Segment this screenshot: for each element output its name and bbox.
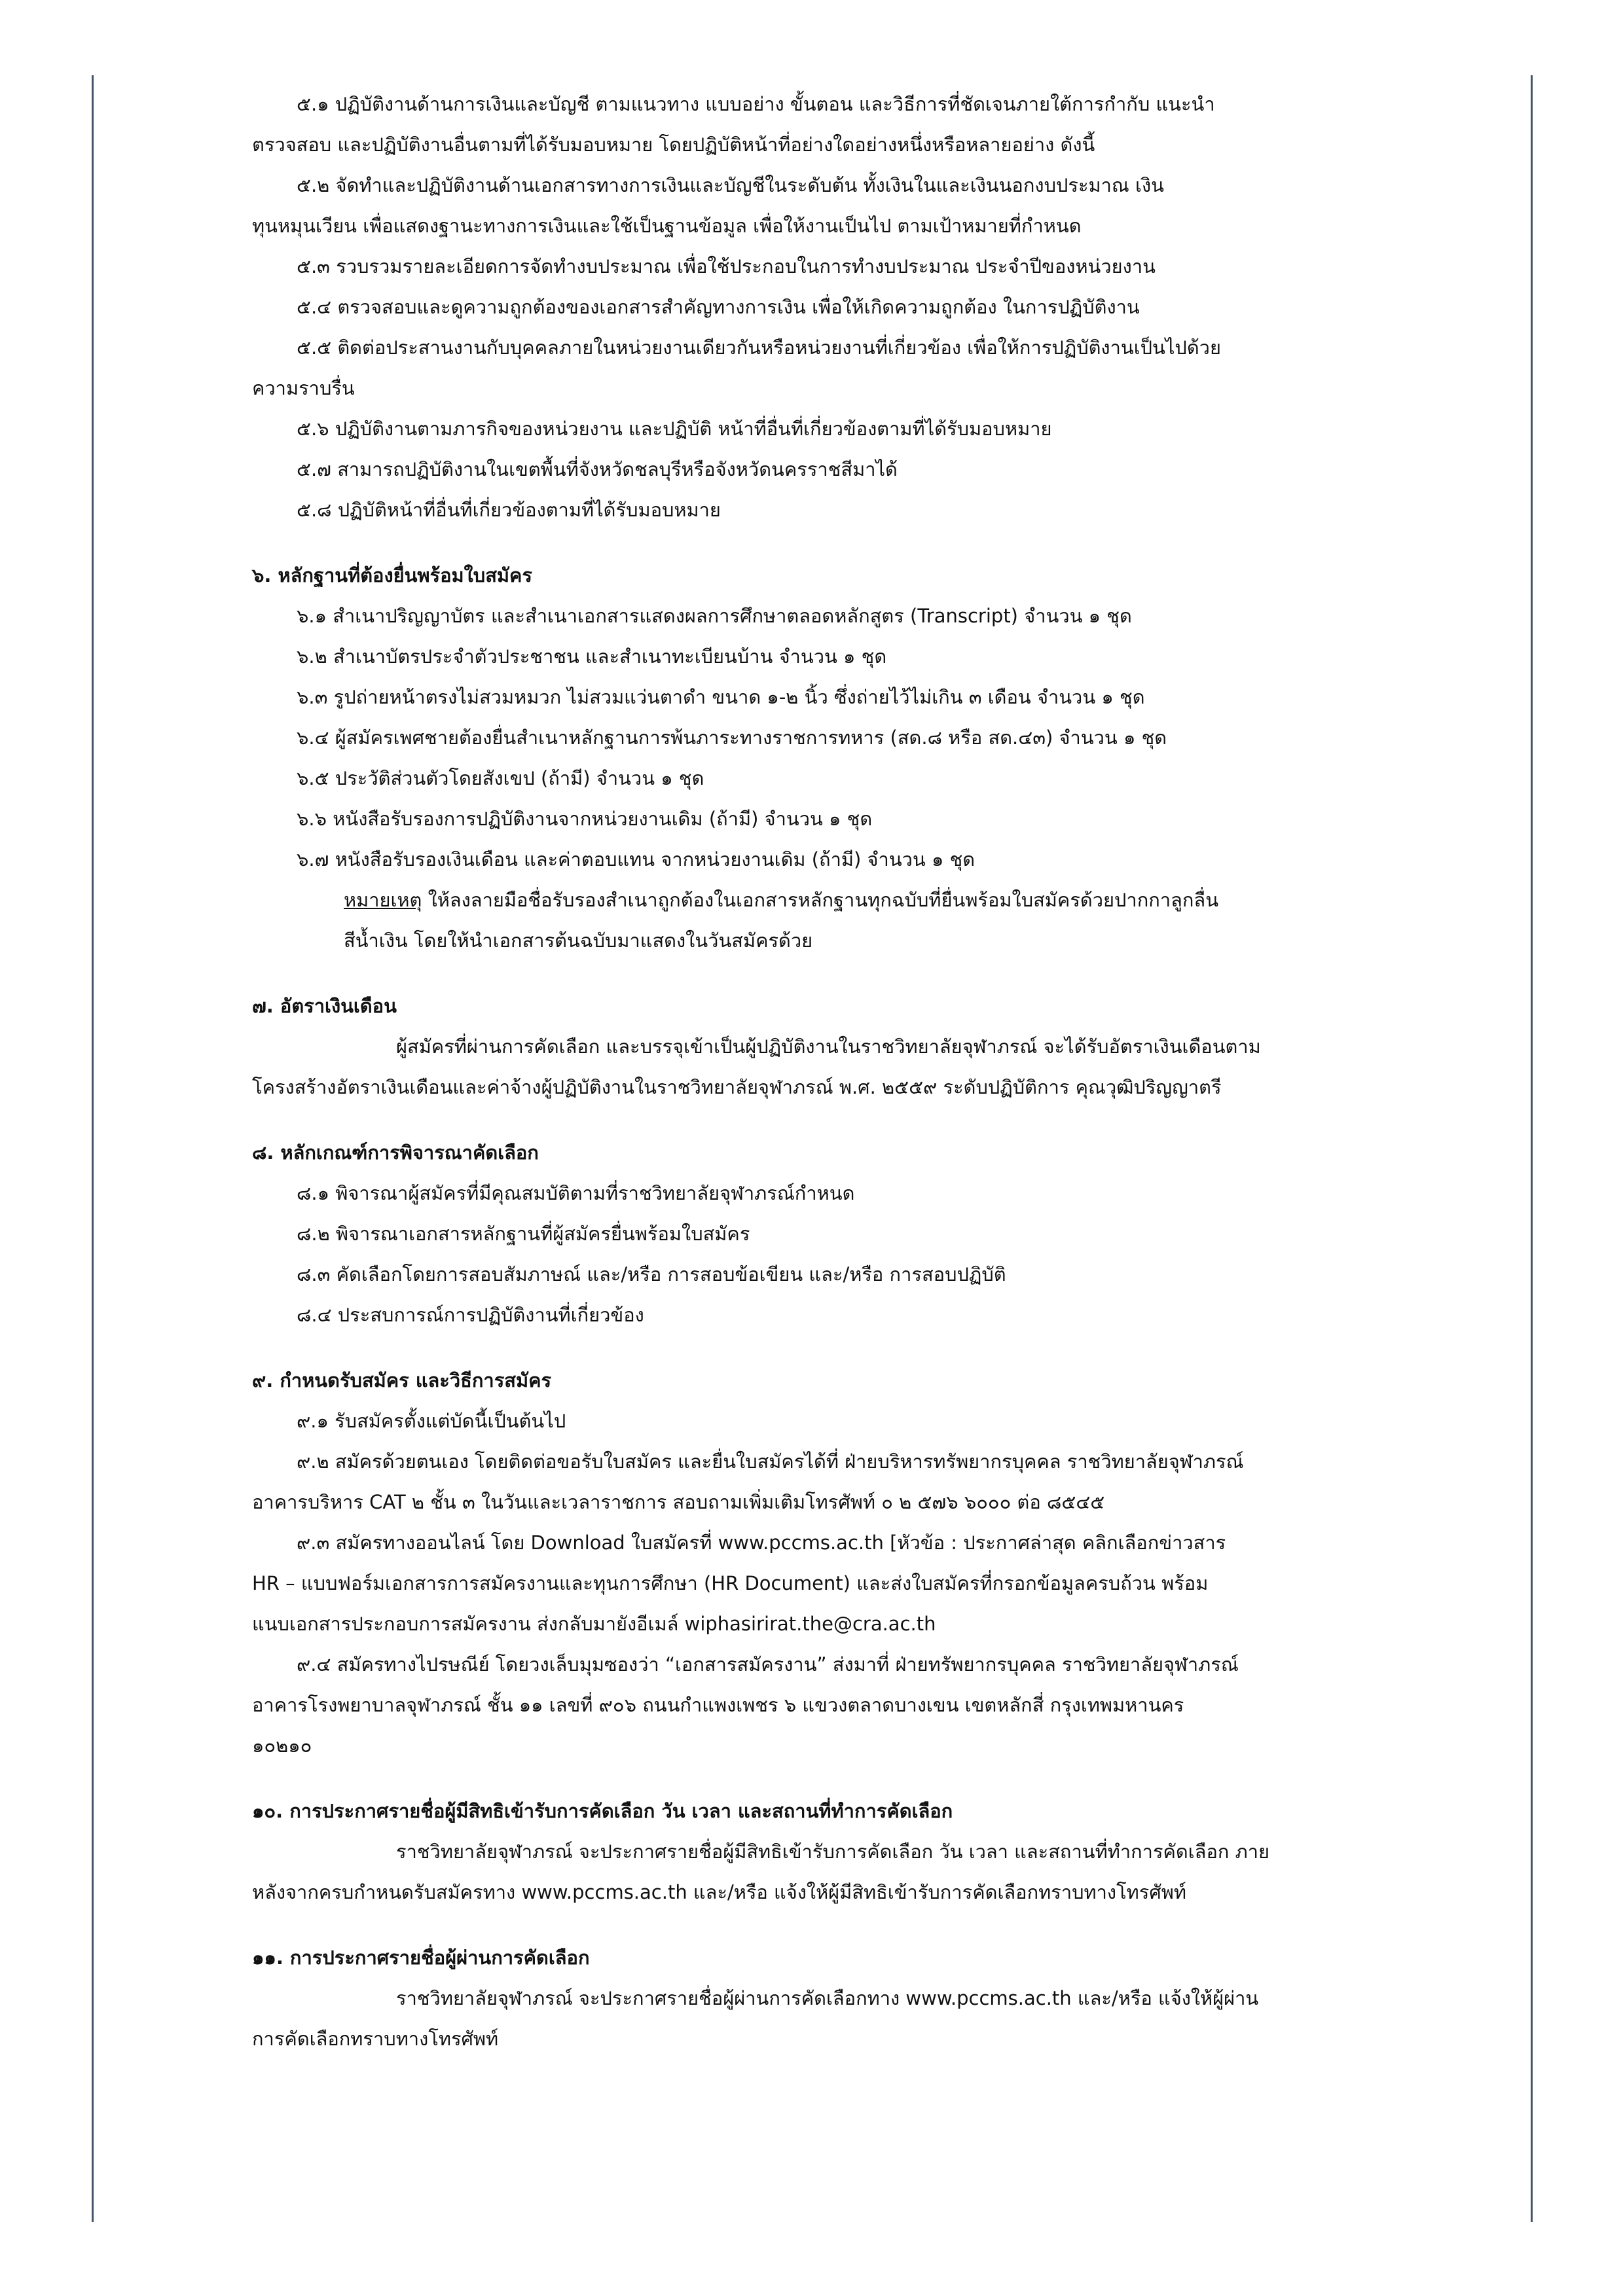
section-6 (252, 555, 1424, 961)
section-5-item-4: ๕.๔ ตรวจสอบและดูความถูกต้องของเอกสารสำคัญทางการเงิน เพื่อให้เกิดความถูกต้อง ในการปฏิบัติงาน (297, 296, 1140, 318)
section-11-line-1: ราชวิทยาลัยจุฬาภรณ์ จะประกาศรายชื่อผู้ผ่านการคัดเลือกทาง www.pccms.ac.th และ/หรือ แจ้งให้ผู้ผ่าน (396, 1987, 1259, 2009)
section-10 (252, 1791, 1424, 1912)
section-6-heading: ๖. หลักฐานที่ต้องยื่นพร้อมใบสมัคร (252, 564, 533, 586)
page-border-right (1531, 75, 1533, 2222)
section-8-heading: ๘. หลักเกณฑ์การพิจารณาคัดเลือก (252, 1141, 539, 1164)
section-7-line-1: ผู้สมัครที่ผ่านการคัดเลือก และบรรจุเข้าเป็นผู้ปฏิบัติงานในราชวิทยาลัยจุฬาภรณ์ จะได้รับอัตราเงินเดือนตาม (396, 1035, 1261, 1058)
section-6-item-3: ๖.๓ รูปถ่ายหน้าตรงไม่สวมหมวก ไม่สวมแว่นตาดำ ขนาด ๑-๒ นิ้ว ซึ่งถ่ายไว้ไม่เกิน ๓ เดือน จำนวน ๑ ชุด (297, 686, 1145, 708)
section-5-item-2-line-1: ๕.๒ จัดทำและปฏิบัติงานด้านเอกสารทางการเงินและบัญชีในระดับต้น ทั้งเงินในและเงินนอกงบประมาณ เงิน (297, 174, 1164, 196)
section-11 (252, 1937, 1424, 2059)
note-text: ให้ลงลายมือชื่อรับรองสำเนาถูกต้องในเอกสารหลักฐานทุกฉบับที่ยื่นพร้อมใบสมัครด้วยปากกาลูกลื่น (422, 889, 1219, 911)
section-5-item-8: ๕.๘ ปฏิบัติหน้าที่อื่นที่เกี่ยวข้องตามที่ได้รับมอบหมาย (297, 499, 721, 521)
section-9 (252, 1360, 1424, 1766)
section-9-item-4-line-1: ๙.๔ สมัครทางไปรษณีย์ โดยวงเล็บมุมซองว่า “เอกสารสมัครงาน” ส่งมาที่ ฝ่ายทรัพยากรบุคคล ราชวิทยาลัยจุฬาภรณ์ (297, 1653, 1239, 1676)
section-11-line-2: การคัดเลือกทราบทางโทรศัพท์ (252, 2028, 499, 2050)
section-9-item-2-line-1: ๙.๒ สมัครด้วยตนเอง โดยติดต่อขอรับใบสมัคร และยื่นใบสมัครได้ที่ ฝ่ายบริหารทรัพยากรบุคคล ราชวิทยาลัยจุฬาภรณ์ (297, 1450, 1244, 1473)
section-5-item-1-line-2: ตรวจสอบ และปฏิบัติงานอื่นตามที่ได้รับมอบหมาย โดยปฏิบัติหน้าที่อย่างใดอย่างหนึ่งหรือหลายอย่าง ดังนี้ (252, 134, 1095, 156)
section-8-item-4: ๘.๔ ประสบการณ์การปฏิบัติงานที่เกี่ยวข้อง (297, 1304, 644, 1326)
section-6-note-line-2: สีน้ำเงิน โดยให้นำเอกสารต้นฉบับมาแสดงในวันสมัครด้วย (344, 929, 813, 952)
section-5-item-2-line-2: ทุนหมุนเวียน เพื่อแสดงฐานะทางการเงินและใช้เป็นฐานข้อมูล เพื่อให้งานเป็นไป ตามเป้าหมายที่กำหนด (252, 215, 1082, 237)
section-11-heading: ๑๑. การประกาศรายชื่อผู้ผ่านการคัดเลือก (252, 1946, 590, 1969)
page-border-left (92, 75, 94, 2222)
section-5-item-6: ๕.๖ ปฏิบัติงานตามภารกิจของหน่วยงาน และปฏิบัติ หน้าที่อื่นที่เกี่ยวข้องตามที่ได้รับมอบหมาย (297, 418, 1052, 440)
section-7-heading: ๗. อัตราเงินเดือน (252, 995, 397, 1017)
section-5-item-3: ๕.๓ รวบรวมรายละเอียดการจัดทำงบประมาณ เพื่อใช้ประกอบในการทำงบประมาณ ประจำปีของหน่วยงาน (297, 255, 1156, 278)
note-label: หมายเหตุ (344, 889, 422, 911)
section-10-line-1: ราชวิทยาลัยจุฬาภรณ์ จะประกาศรายชื่อผู้มีสิทธิเข้ารับการคัดเลือก วัน เวลา และสถานที่ทำการคัดเลือก ภาย (396, 1840, 1270, 1863)
section-7 (252, 986, 1424, 1107)
section-10-heading: ๑๐. การประกาศรายชื่อผู้มีสิทธิเข้ารับการคัดเลือก วัน เวลา และสถานที่ทำการคัดเลือก (252, 1800, 953, 1822)
section-6-item-5: ๖.๕ ประวัติส่วนตัวโดยสังเขป (ถ้ามี) จำนวน ๑ ชุด (297, 767, 704, 789)
section-9-item-2-line-2: อาคารบริหาร CAT ๒ ชั้น ๓ ในวันและเวลาราชการ สอบถามเพิ่มเติมโทรศัพท์ ๐ ๒ ๕๗๖ ๖๐๐๐ ต่อ ๘๕๔๕ (252, 1491, 1105, 1513)
section-6-item-7: ๖.๗ หนังสือรับรองเงินเดือน และค่าตอบแทน จากหน่วยงานเดิม (ถ้ามี) จำนวน ๑ ชุด (297, 848, 976, 870)
section-6-item-2: ๖.๒ สำเนาบัตรประจำตัวประชาชน และสำเนาทะเบียนบ้าน จำนวน ๑ ชุด (297, 645, 887, 668)
section-9-heading: ๙. กำหนดรับสมัคร และวิธีการสมัคร (252, 1369, 552, 1391)
section-6-item-1: ๖.๑ สำเนาปริญญาบัตร และสำเนาเอกสารแสดงผลการศึกษาตลอดหลักสูตร (Transcript) จำนวน ๑ ชุด (297, 605, 1132, 627)
section-8-item-3: ๘.๓ คัดเลือกโดยการสอบสัมภาษณ์ และ/หรือ การสอบข้อเขียน และ/หรือ การสอบปฏิบัติ (297, 1263, 1006, 1285)
section-9-item-1: ๙.๑ รับสมัครตั้งแต่บัดนี้เป็นต้นไป (297, 1410, 566, 1432)
section-9-item-4-line-2: อาคารโรงพยาบาลจุฬาภรณ์ ชั้น ๑๑ เลขที่ ๙๐๖ ถนนกำแพงเพชร ๖ แขวงตลาดบางเขน เขตหลักสี่ กรุงเทพมหานคร (252, 1694, 1184, 1716)
section-5 (252, 84, 1424, 530)
section-5-item-7: ๕.๗ สามารถปฏิบัติงานในเขตพื้นที่จังหวัดชลบุรีหรือจังหวัดนครราชสีมาได้ (297, 458, 898, 480)
section-5-item-5-line-1: ๕.๕ ติดต่อประสานงานกับบุคคลภายในหน่วยงานเดียวกันหรือหน่วยงานที่เกี่ยวข้อง เพื่อให้การปฏิบัติงานเป็นไปด้วย (297, 336, 1221, 359)
section-7-line-2: โครงสร้างอัตราเงินเดือนและค่าจ้างผู้ปฏิบัติงานในราชวิทยาลัยจุฬาภรณ์ พ.ศ. ๒๕๕๙ ระดับปฏิบัติการ คุณวุฒิปริญญาตรี (252, 1076, 1222, 1098)
section-9-item-3-line-1: ๙.๓ สมัครทางออนไลน์ โดย Download ใบสมัครที่ www.pccms.ac.th [หัวข้อ : ประกาศล่าสุด คลิกเลือกข่าวสาร (297, 1532, 1226, 1554)
section-9-item-3-line-3: แนบเอกสารประกอบการสมัครงาน ส่งกลับมายังอีเมล์ wiphasirirat.the@cra.ac.th (252, 1613, 936, 1635)
section-5-item-5-line-2: ความราบรื่น (252, 377, 355, 399)
section-9-item-3-line-2: HR – แบบฟอร์มเอกสารการสมัครงานและทุนการศึกษา (HR Document) และส่งใบสมัครที่กรอกข้อมูลครบถ้วน พร้อม (252, 1572, 1209, 1594)
section-6-item-4: ๖.๔ ผู้สมัครเพศชายต้องยื่นสำเนาหลักฐานการพ้นภาระทางราชการทหาร (สด.๘ หรือ สด.๔๓) จำนวน ๑ ชุด (297, 726, 1167, 749)
section-5-item-1-line-1: ๕.๑ ปฏิบัติงานด้านการเงินและบัญชี ตามแนวทาง แบบอย่าง ขั้นตอน และวิธีการที่ชัดเจนภายใต้การกำกับ แนะนำ (297, 93, 1215, 115)
section-6-note-line-1 (252, 880, 1424, 920)
section-6-item-6: ๖.๖ หนังสือรับรองการปฏิบัติงานจากหน่วยงานเดิม (ถ้ามี) จำนวน ๑ ชุด (297, 808, 873, 830)
section-10-line-2: หลังจากครบกำหนดรับสมัครทาง www.pccms.ac.th และ/หรือ แจ้งให้ผู้มีสิทธิเข้ารับการคัดเลือกทราบทางโทรศัพท์ (252, 1881, 1186, 1903)
section-8 (252, 1132, 1424, 1335)
section-8-item-2: ๘.๒ พิจารณาเอกสารหลักฐานที่ผู้สมัครยื่นพร้อมใบสมัคร (297, 1223, 750, 1245)
section-9-item-4-line-3: ๑๐๒๑๐ (252, 1734, 312, 1757)
section-8-item-1: ๘.๑ พิจารณาผู้สมัครที่มีคุณสมบัติตามที่ราชวิทยาลัยจุฬาภรณ์กำหนด (297, 1182, 855, 1204)
document-body (252, 84, 1424, 2059)
